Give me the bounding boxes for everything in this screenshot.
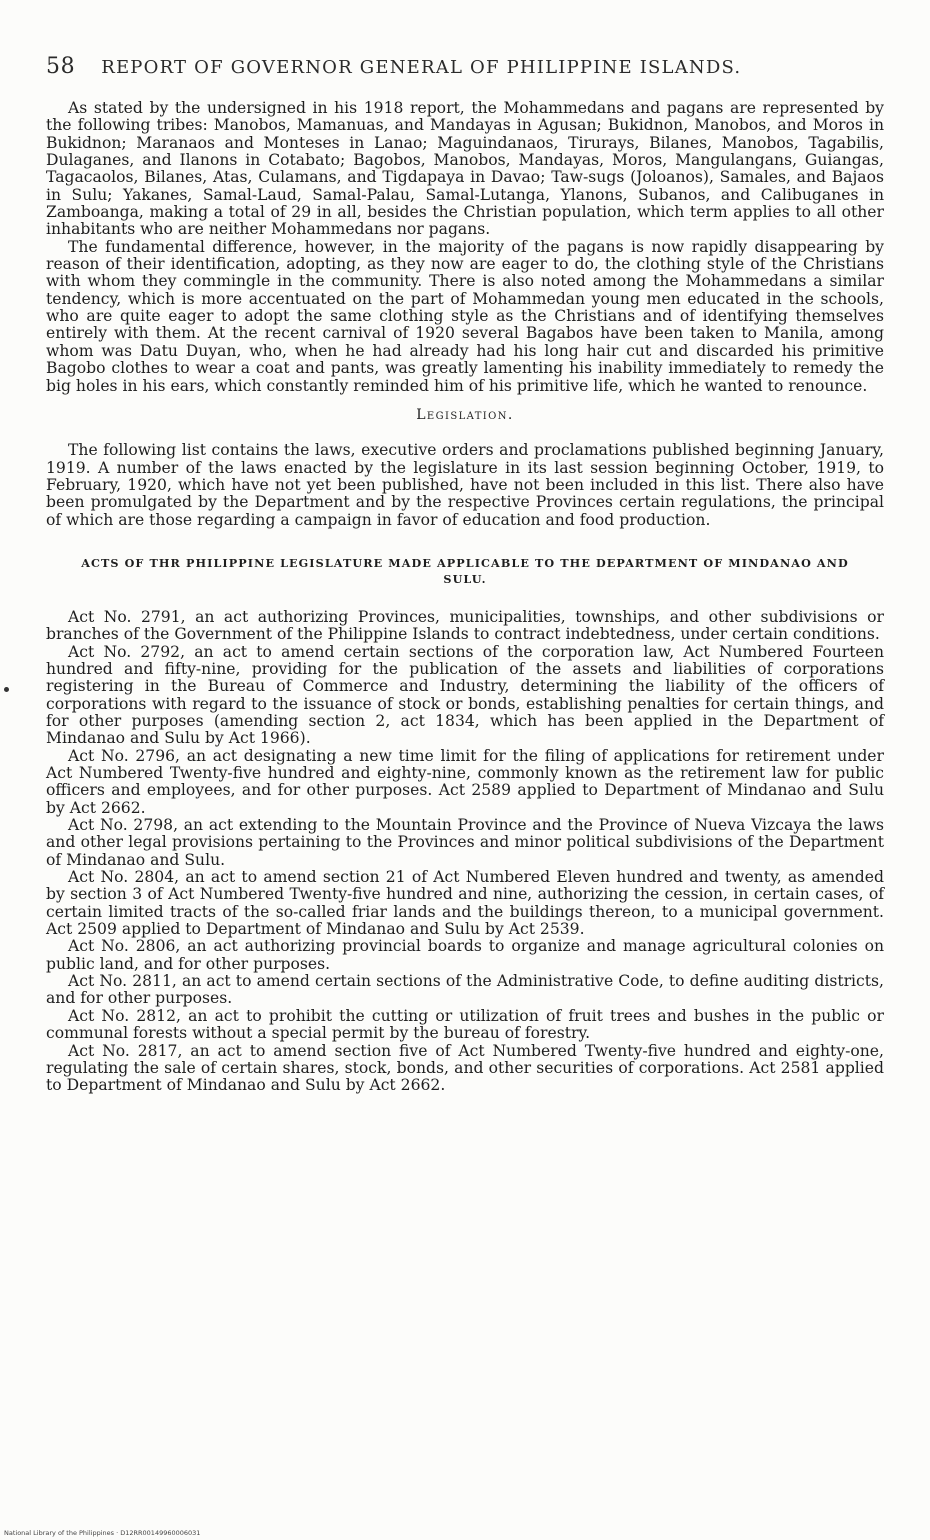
act-2812: Act No. 2812, an act to prohibit the cutting or utilization of fruit trees and bushes in the public or communal forests without a special permit by the bureau of forestry. [46,1006,884,1043]
running-title: REPORT OF GOVERNOR GENERAL OF PHILIPPINE ISLANDS. [101,57,742,78]
acts-heading: ACTS OF THR PHILIPPINE LEGISLATURE MADE APPLICABLE TO THE DEPARTMENT OF MINDANAO AND SULU. [81,555,849,586]
margin-mark [4,687,9,692]
act-2804: Act No. 2804, an act to amend section 21 of Act Numbered Eleven hundred and twenty, as amended by section 3 of Act Numbered Twenty-five hundred and nine, authorizing the cession, in certain cases, of certain limited tracts of the so-called friar lands and the buildings thereon, to a municipal government. Act 2509 applied to Department of Mindanao and Sulu by Act 2539. [46,868,884,939]
page-body [46,100,884,1095]
act-2798: Act No. 2798, an act extending to the Mountain Province and the Province of Nueva Vizcaya the laws and other legal provisions pertaining to the Provinces and minor political subdivisions of the Department of Mindanao and Sulu. [46,816,884,869]
page-number: 58 [46,54,76,79]
section-heading-legislation: Legislation. [416,406,514,423]
page-header [46,54,886,79]
paragraph-legislation: The following list contains the laws, executive orders and proclamations published beginning January, 1919. A number of the laws enacted by the legislature in its last session beginning October, 1919, to February, 1920, which have not yet been published, have not been included in this list. There also have been promulgated by the Department and by the respective Provinces certain regulations, the principal of which are those regarding a campaign in favor of education and food production. [46,441,884,529]
act-2796: Act No. 2796, an act designating a new time limit for the filing of applications for retirement under Act Numbered Twenty-five hundred and eighty-nine, commonly known as the retirement law for public officers and employees, and for other purposes. Act 2589 applied to Department of Mindanao and Sulu by Act 2662. [46,746,884,817]
act-2811: Act No. 2811, an act to amend certain sections of the Administrative Code, to define auditing districts, and for other purposes. [46,972,884,1008]
act-2792: Act No. 2792, an act to amend certain sections of the corporation law, Act Numbered Fourteen hundred and fifty-nine, providing for the publication of the assets and liabilities of corporations registering in the Bureau of Commerce and Industry, determining the liability of the officers of corporations with regard to the issuance of stock or bonds, establishing penalties for certain things, and for other purposes (amending section 2, act 1834, which has been applied in the Department of Mindanao and Sulu by Act 1966). [46,642,884,748]
act-2791: Act No. 2791, an act authorizing Provinces, municipalities, townships, and other subdivisions or branches of the Government of the Philippine Islands to contract indebtedness, under certain conditions. [46,607,884,644]
paragraph-clothing: The fundamental difference, however, in the majority of the pagans is now rapidly disappearing by reason of their identification, adopting, as they now are eager to do, the clothing style of the Christians with whom they commingle in the community. There is also noted among the Mohammedans a similar tendency, which is more accentuated on the part of Mohammedan young men educated in the schools, who are quite eager to adopt the same clothing style as the Christians and of identifying themselves entirely with them. At the recent carnival of 1920 several Bagabos have been taken to Manila, among whom was Datu Duyan, who, when he had already had his long hair cut and discarded his primitive Bagobo clothes to wear a coat and pants, was greatly lamenting his inability immediately to remedy the big holes in his ears, which constantly reminded him of his primitive life, which he wanted to renounce. [46,237,884,395]
act-2806: Act No. 2806, an act authorizing provincial boards to organize and manage agricultural colonies on public land, and for other purposes. [46,937,884,973]
act-2817: Act No. 2817, an act to amend section five of Act Numbered Twenty-five hundred and eighty-one, regulating the sale of certain shares, stock, bonds, and other securities of corporations. Act 2581 applied to Department of Mindanao and Sulu by Act 2662. [46,1041,884,1095]
paragraph-tribes: As stated by the undersigned in his 1918 report, the Mohammedans and pagans are represented by the following tribes: Manobos, Mamanuas, and Mandayas in Agusan; Bukidnon, Manobos, and Moros in Bukidnon; Maranaos and Monteses in Lanao; Maguindanaos, Tirurays, Bilanes, Manobos, Tagabilis, Dulaganes, and Ilanons in Cotabato; Bagobos, Manobos, Mandayas, Moros, Mangulangans, Guiangas, Tagacaolos, Bilanes, Atas, Culamans, and Tigdapaya in Davao; Taw-sugs (Joloanos), Samales, and Bajaos in Sulu; Yakanes, Samal-Laud, Samal-Palau, Samal-Lutanga, Ylanons, Subanos, and Calibuganes in Zamboanga, making a total of 29 in all, besides the Christian population, which term applies to all other inhabitants who are neither Mohammedans nor pagans. [46,99,884,239]
scan-footer: National Library of the Philippines · D12RR00149960006031 [4,1529,201,1537]
